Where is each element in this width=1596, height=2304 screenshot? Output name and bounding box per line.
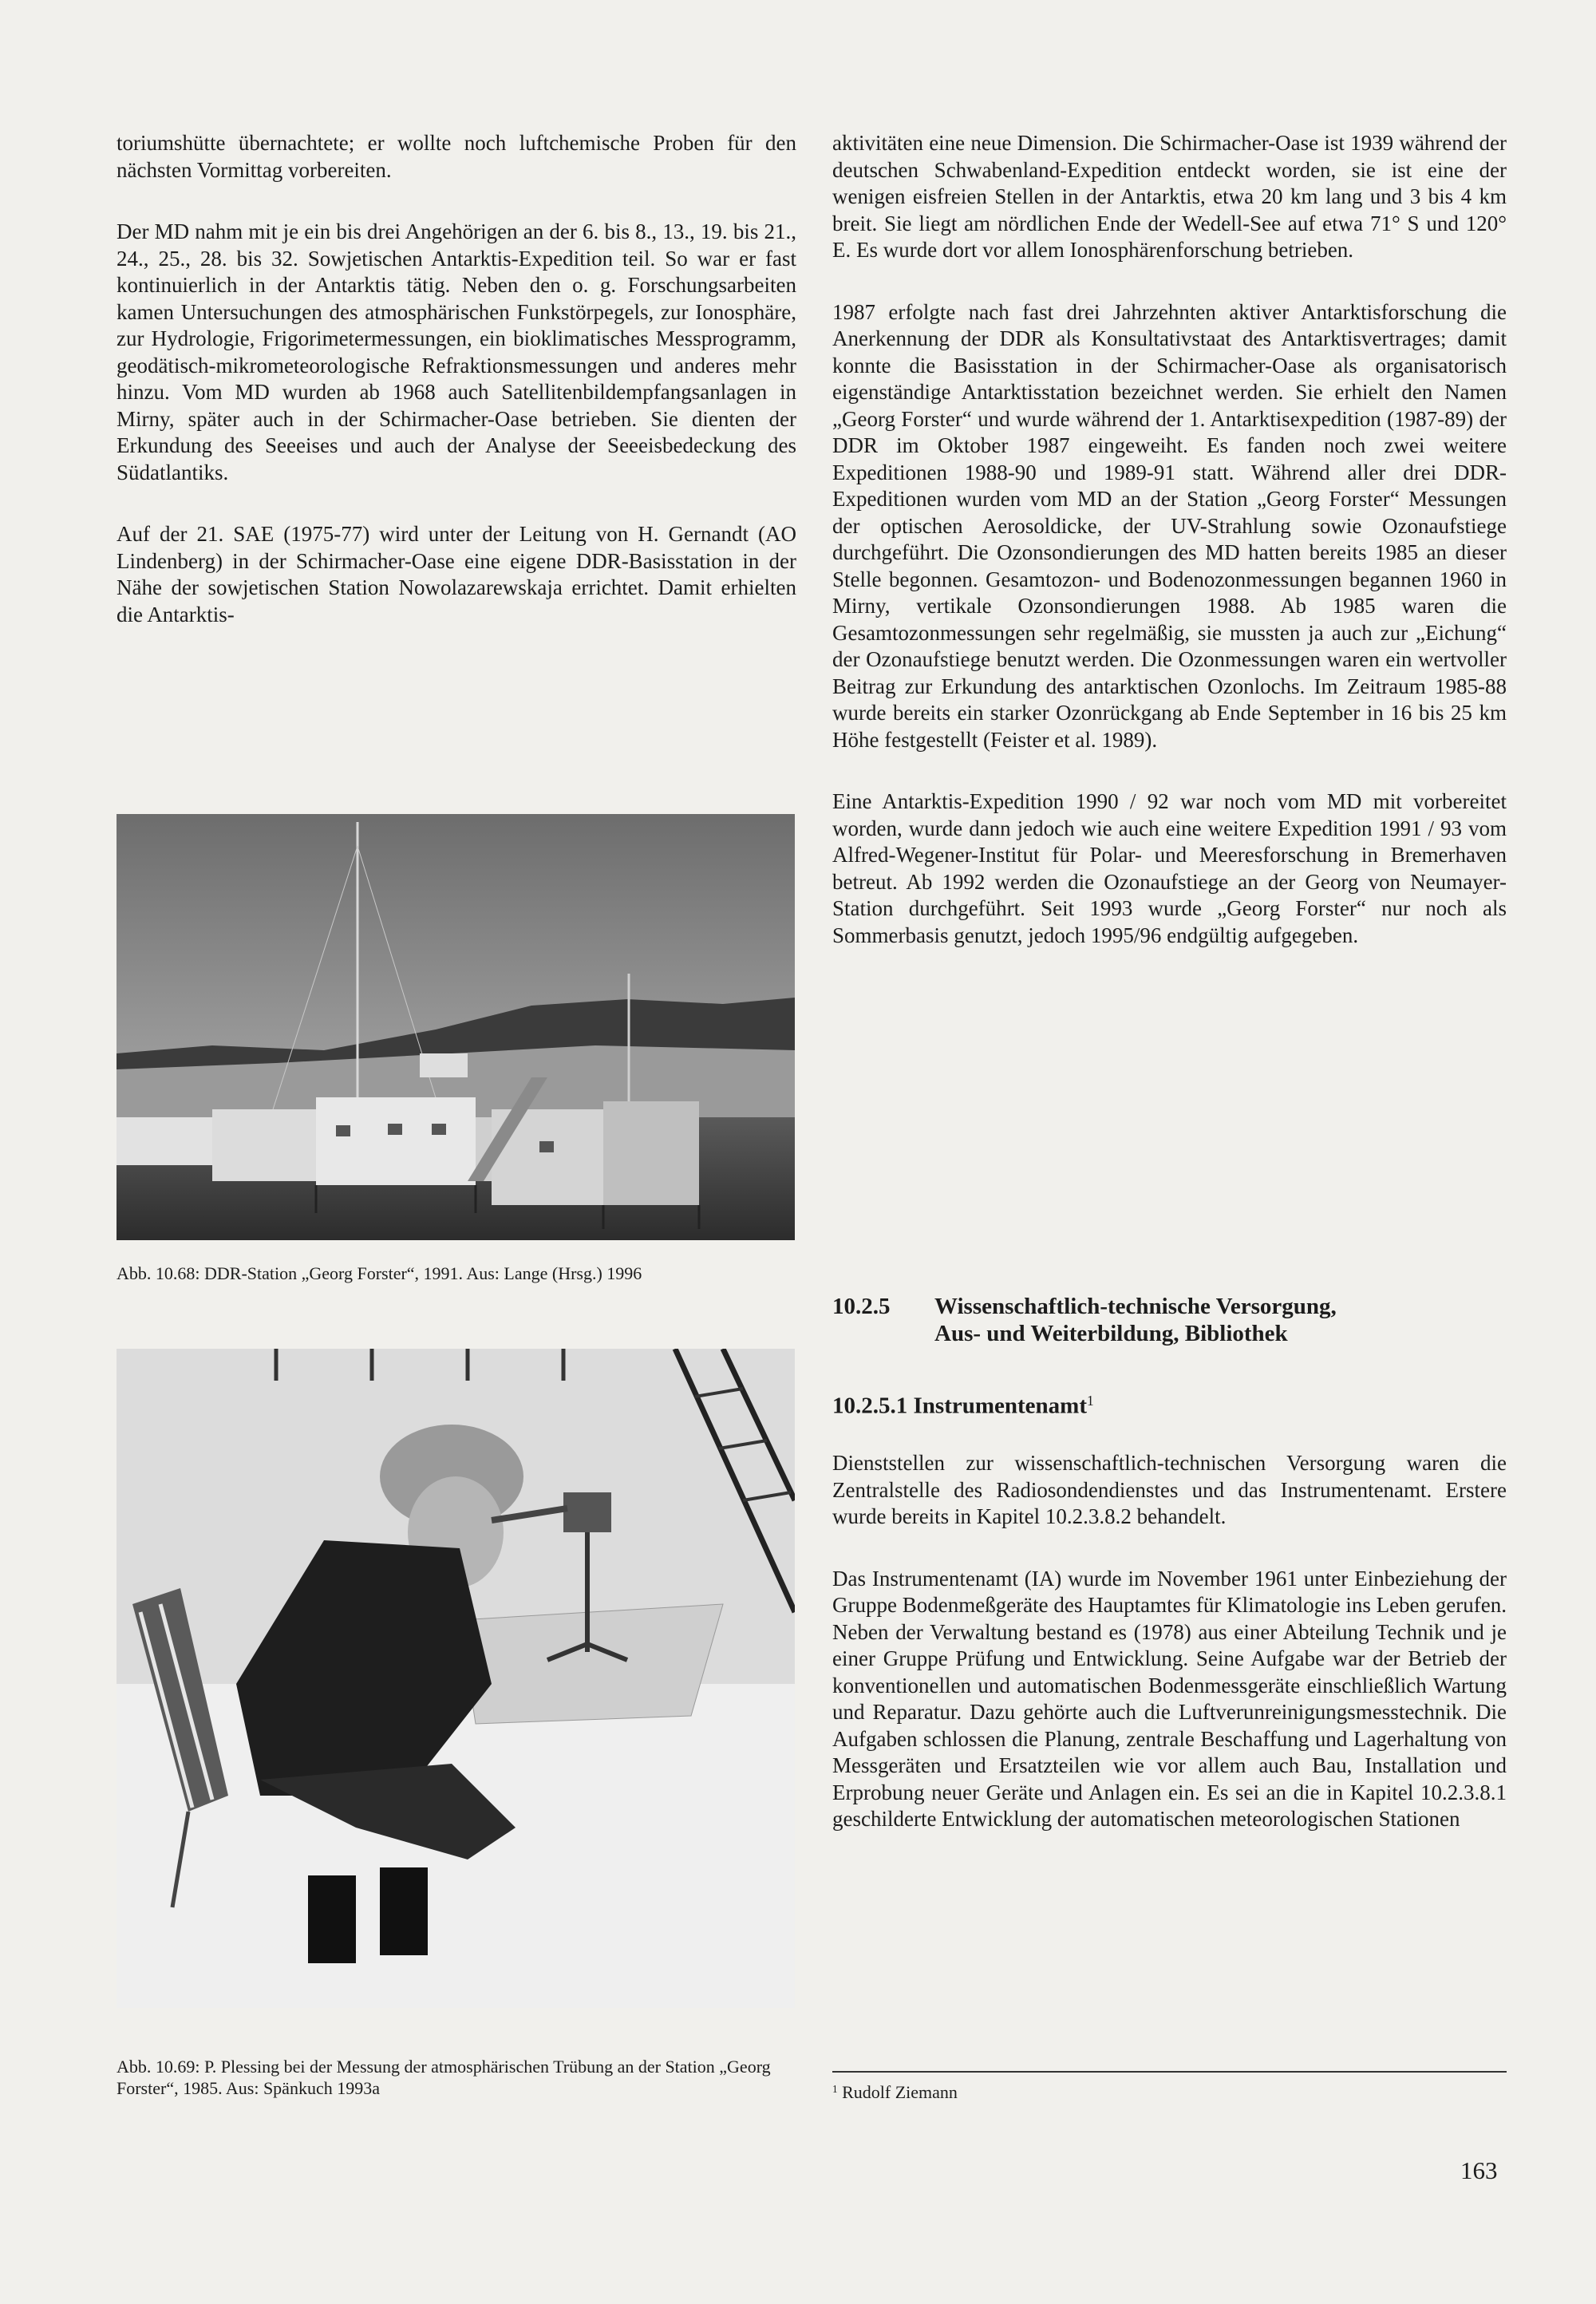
section-heading — [832, 1293, 1337, 1347]
paragraph: Dienststellen zur wissenschaftlich-technischen Versorgung waren die Zentralstelle des Radiosondendienstes und das Instrumentenamt. Erstere wurde bereits in Kapitel 10.2.3.8.2 behandelt. — [832, 1451, 1507, 1528]
figure-caption: Abb. 10.69: P. Plessing bei der Messung der atmosphärischen Trübung an der Station „Georg Forster“, 1985. Aus: Spänkuch 1993a — [117, 2057, 771, 2098]
footnote — [832, 2082, 958, 2103]
right-column-top — [832, 130, 1507, 984]
subsection-number: 10.2.5.1 — [832, 1393, 908, 1419]
footnote-divider — [832, 2071, 1507, 2073]
paragraph: Auf der 21. SAE (1975-77) wird unter der Leitung von H. Gernandt (AO Lindenberg) in der Schirmacher-Oase eine eigene DDR-Basisstation in der Nähe der sowjetischen Station Nowolazarewskaja errichtet. Damit erhielten die Antarktis- — [117, 522, 796, 626]
figure-caption: Abb. 10.68: DDR-Station „Georg Forster“, 1991. Aus: Lange (Hrsg.) 1996 — [117, 1263, 642, 1283]
footnote-number: 1 — [832, 2082, 838, 2095]
paragraph: Eine Antarktis-Expedition 1990 / 92 war noch vom MD mit vorbereitet worden, wurde dann jedoch wie auch eine weitere Expedition 1991 / 93 vom Alfred-Wegener-Institut für Polar- und Meeresforschung in Bremerhaven betreut. Ab 1992 werden die Ozonaufstiege an der Georg von Neumayer-Station durchgeführt. Seit 1993 wurde „Georg Forster“ nur noch als Sommerbasis genutzt, jedoch 1995/96 endgültig aufgegeben. — [832, 789, 1507, 947]
subsection-title: Instrumentenamt — [913, 1393, 1087, 1419]
paragraph: toriumshütte übernachtete; er wollte noch luftchemische Proben für den nächsten Vormittag vorbereiten. — [117, 131, 796, 182]
footnote-text: Rudolf Ziemann — [842, 2082, 958, 2102]
paragraph: Das Instrumentenamt (IA) wurde im November 1961 unter Einbeziehung der Gruppe Bodenmeßgeräte des Hauptamtes für Klimatologie ins Leben gerufen. Neben der Verwaltung bestand es (1978) aus einer Abteilung Technik und je einer Gruppe Prüfung und Entwicklung. Seine Aufgabe war der Betrieb der konventionellen und automatischen Bodenmessgeräte einschließlich Wartung und Reparatur. Dazu gehörte auch die Luftverunreinigungsmesstechnik. Die Aufgaben schlossen die Planung, zentrale Beschaffung und Lagerhaltung von Messgeräten und Ersatzteilen wie vor allem auch Bau, Installation und Erprobung neuer Geräte und Anlagen ein. Es sei an die in Kapitel 10.2.3.8.1 geschilderte Entwicklung der automatischen meteorologischen Stationen — [832, 1566, 1507, 1831]
paragraph: Der MD nahm mit je ein bis drei Angehörigen an der 6. bis 8., 13., 19. bis 21., 24., 25., 28. bis 32. Sowjetischen Antarktis-Expedition teil. So war er fast kontinuierlich in der Antarktis tätig. Neben den o. g. Forschungsarbeiten kamen Untersuchungen des atmosphärischen Funkstörpegels, zur Ionosphäre, zur Hydrologie, Frigorimetermessungen, ein bioklimatisches Messprogramm, geodätisch-mikrometeorologische Refraktionsmessungen und anderes mehr hinzu. Vom MD wurden ab 1968 auch Satellitenbildempfangsanlagen in Mirny, später auch in der Schirmacher-Oase betrieben. Sie dienten der Erkundung des Seeeises und auch der Analyse der Seeeisbedeckung des Südatlantiks. — [117, 219, 796, 484]
section-number: 10.2.5 — [832, 1294, 891, 1319]
section-title-line2: Aus- und Weiterbildung, Bibliothek — [934, 1321, 1288, 1346]
page-number: 163 — [1460, 2156, 1498, 2184]
measurement-photo — [117, 1349, 795, 2008]
subsection-heading — [832, 1387, 1094, 1420]
footnote-mark: 1 — [1087, 1393, 1094, 1409]
station-photo-image — [117, 814, 795, 1240]
right-column-bottom — [832, 1450, 1507, 1868]
paragraph: aktivitäten eine neue Dimension. Die Schirmacher-Oase ist 1939 während der deutschen Schwabenland-Expedition entdeckt worden, sie ist eine der wenigen eisfreien Stellen in der Antarktis, etwa 20 km lang und 3 bis 4 km breit. Sie liegt am nördlichen Ende der Wedell-See auf etwa 71° S und 120° E. Es wurde dort vor allem Ionosphärenforschung betrieben. — [832, 131, 1507, 262]
paragraph: 1987 erfolgte nach fast drei Jahrzehnten aktiver Antarktisforschung die Anerkennung der DDR als Konsultativstaat des Antarktisvertrages; damit konnte die Basisstation in der Schirmacher-Oase als organisatorisch eigenständige Antarktisstation bezeichnet werden. Sie erhielt den Namen „Georg Forster“ und wurde während der 1. Antarktisexpedition (1987-89) der DDR im Oktober 1987 eingeweiht. Es fanden noch zwei weitere Expeditionen 1988-90 und 1989-91 statt. Während aller drei DDR-Expeditionen wurden vom MD an der Station „Georg Forster“ Messungen der optischen Aerosoldicke, der UV-Strahlung sowie Ozonaufstiege durchgeführt. Die Ozonsondierungen des MD hatten bereits 1985 an dieser Stelle begonnen. Gesamtozon- und Bodenozonmessungen begannen 1960 in Mirny, vertikale Ozonsondierungen 1988. Ab 1985 waren die Gesamtozonmessungen sehr regelmäßig, sie mussten ja auch zur „Eichung“ der Ozonaufstiege benutzt werden. Die Ozonmessungen waren ein wertvoller Beitrag zur Erkundung des antarktischen Ozonlochs. Im Zeitraum 1985-88 wurde bereits ein starker Ozonrückgang ab Ende September in 16 bis 25 km Höhe festgestellt (Feister et al. 1989). — [832, 299, 1507, 752]
measurement-photo-image — [117, 1349, 795, 2008]
station-photo — [117, 814, 795, 1240]
left-column — [117, 130, 796, 663]
section-title-line1: Wissenschaftlich-technische Versorgung, — [934, 1294, 1337, 1319]
